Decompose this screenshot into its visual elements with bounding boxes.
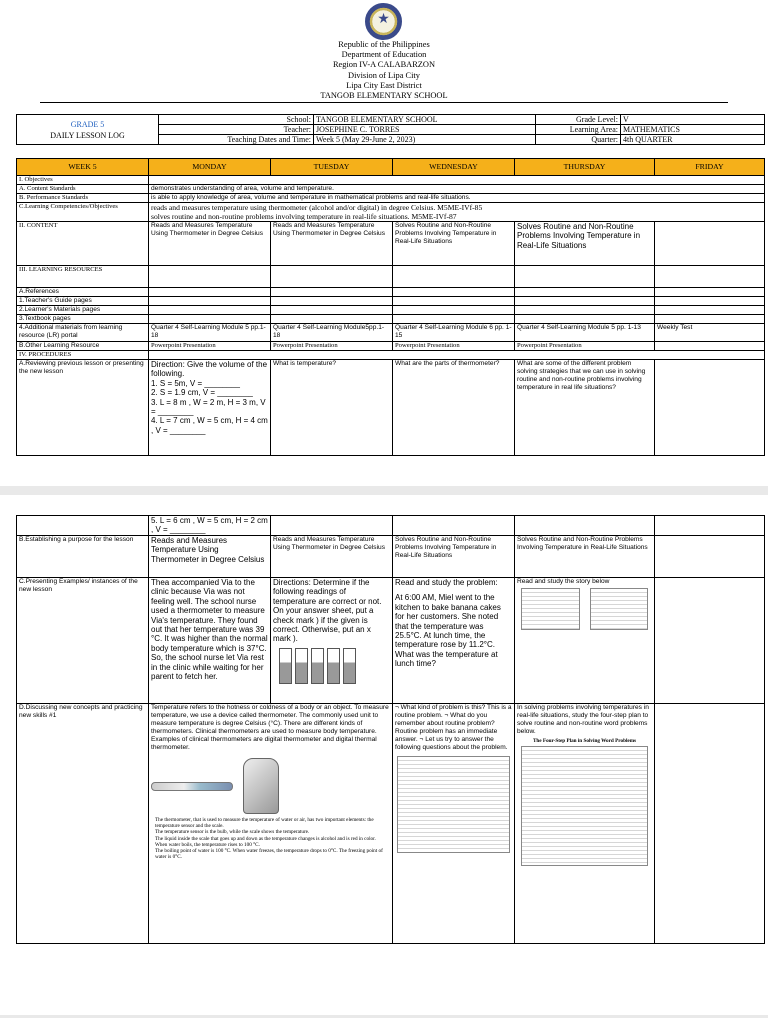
lr-thursday: Quarter 4 Self-Learning Module 5 pp. 1-13	[515, 324, 655, 342]
content-wednesday: Solves Routine and Non-Routine Problems Involving Temperature in Real-Life Situations	[393, 222, 515, 266]
row-other-resources: B.Other Learning Resource	[17, 342, 149, 351]
col-friday: FRIDAY	[655, 159, 765, 176]
col-monday: MONDAY	[149, 159, 271, 176]
performance-standards-text: is able to apply knowledge of area, volume and temperature in mathematical problems and real-life situations.	[149, 194, 765, 203]
row-references: A.References	[17, 288, 149, 297]
lr-tuesday: Quarter 4 Self-Learning Module5pp.1-18	[271, 324, 393, 342]
lr-monday: Quarter 4 Self-Learning Module 5 pp.1-18	[149, 324, 271, 342]
row-purpose: B.Establishing a purpose for the lesson	[17, 536, 149, 578]
review-line: Direction: Give the volume of the following.	[151, 360, 268, 379]
area-label: Learning Area:	[536, 125, 621, 135]
content-monday: Reads and Measures Temperature Using Thermometer in Degree Celsius	[149, 222, 271, 266]
info-table	[16, 114, 765, 145]
thermometer-icon	[279, 648, 292, 684]
row-learning-resources: III. LEARNING RESOURCES	[17, 266, 149, 288]
col-thursday: THURSDAY	[515, 159, 655, 176]
header-line: Region IV-A CALABARZON	[332, 60, 436, 70]
ppt-thursday: Powerpoint Presentation	[515, 342, 655, 351]
thermometer-icon	[343, 648, 356, 684]
grade-level-value: V	[621, 115, 765, 125]
competencies-text	[149, 203, 765, 222]
purpose-tuesday: Reads and Measures Temperature Using Thermometer in Degree Celsius	[271, 536, 393, 578]
story-text-image	[590, 588, 649, 630]
deped-seal-icon: ★	[365, 3, 402, 40]
thermometer-images	[151, 755, 390, 817]
discuss-thursday	[515, 704, 655, 944]
row-procedures: IV. PROCEDURES	[17, 351, 149, 360]
row-textbook: 3.Textbook pages	[17, 315, 149, 324]
review-thursday: What are some of the different problem solving strategies that we can use in solving routine and non-routine problems involving temperature in real life situations?	[515, 360, 655, 456]
present-tuesday-text: Directions: Determine if the following readings of temperature are correct or not. On your answer sheet, put a check mark ) if the given is correct. Otherwise, put an x mark ).	[273, 578, 382, 644]
bullet: When water boils, the temperature rises to 100 °C.	[155, 841, 260, 848]
header-line: Department of Education	[341, 50, 427, 60]
review-tuesday: What is temperature?	[271, 360, 393, 456]
purpose-wednesday: Solves Routine and Non-Routine Problems Involving Temperature in Real-Life Situations	[393, 536, 515, 578]
col-week: WEEK 5	[17, 159, 149, 176]
dll-label: DAILY LESSON LOG	[50, 130, 125, 140]
col-wednesday: WEDNESDAY	[393, 159, 515, 176]
discuss-text: Temperature refers to the hotness or coldness of a body or an object. To measure temperature, we use a device called thermometer. The commonly used unit to measure temperature is degree Celsius (°C). There are different kinds of thermometers. Clinical thermometers are used to measure body temperature. Examples of clinical thermometers are digital thermometer and digital thermal thermometer.	[151, 704, 389, 751]
discuss-wed-text: ¬ What kind of problem is this? This is a routine problem. ¬ What do you remember about routine problem? Routine problem has an immediate answer. ¬ Let us try to answer the following questions about the problem.	[395, 704, 512, 751]
teacher-value: JOSEPHINE C. TORRES	[314, 125, 536, 135]
quarter-label: Quarter:	[536, 135, 621, 145]
ppt-wednesday: Powerpoint Presentation	[393, 342, 515, 351]
present-wed-line: Read and study the problem:	[395, 578, 498, 587]
discuss-wednesday	[393, 704, 515, 944]
review-line: 1. S = 5m, V = ________	[151, 378, 240, 388]
discuss-mon-tue	[149, 704, 393, 944]
review-line: 4. L = 7 cm , W = 5 cm, H = 4 cm , V = ________	[151, 416, 268, 435]
col-tuesday: TUESDAY	[271, 159, 393, 176]
review-monday	[149, 360, 271, 456]
row-content: II. CONTENT	[17, 222, 149, 266]
teacher-label: Teacher:	[159, 125, 314, 135]
row-review: A.Reviewing previous lesson or presenting the new lesson	[17, 360, 149, 456]
present-tuesday	[271, 578, 393, 704]
present-monday: Thea accompanied Via to the clinic because Via was not feeling well. The school nurse used a thermometer to measure Via's temperature. They found out that her temperature was 39 °C. It was higher than the normal body temperature which is 37°C. So, the school nurse let Via rest in the clinic while waiting for her parent to fetch her.	[149, 578, 271, 704]
story-image	[521, 588, 580, 630]
discuss-thu-text: In solving problems involving temperatures in real-life situations, study the four-step plan to solve routine and non-routine word problems below.	[517, 704, 649, 735]
thermal-gun-icon	[243, 758, 279, 814]
review-line: 2. S = 1.9 cm, V = ________	[151, 388, 253, 398]
ppt-tuesday: Powerpoint Presentation	[271, 342, 393, 351]
school-value: TANGOB ELEMENTARY SCHOOL	[314, 115, 536, 125]
content-thursday: Solves Routine and Non-Routine Problems Involving Temperature in Real-Life Situations	[515, 222, 655, 266]
competency-2: solves routine and non-routine problems involving temperature in real-life situations. M5ME-IVf-87	[151, 212, 457, 221]
page-3	[0, 1018, 768, 1024]
dll-table-page1	[16, 158, 765, 456]
present-thursday	[515, 578, 655, 704]
grade-label: GRADE 5	[70, 119, 105, 129]
present-thursday-text: Read and study the story below	[517, 578, 610, 585]
grade-cell	[17, 115, 159, 145]
row-discussing: D.Discussing new concepts and practicing new skills #1	[17, 704, 149, 944]
header-line: TANGOB ELEMENTARY SCHOOL	[320, 91, 448, 101]
dll-table-page2	[16, 515, 765, 944]
purpose-monday: Reads and Measures Temperature Using Thermometer in Degree Celsius	[149, 536, 271, 578]
digital-thermometer-icon	[151, 782, 233, 791]
bullet: The liquid inside the scale that goes up and down as the temperature changes is alcohol and is red in color.	[155, 835, 376, 842]
thermometer-icon	[327, 648, 340, 684]
header-line: Republic of the Philippines	[338, 40, 430, 49]
page-2	[0, 495, 768, 1015]
row-content-standards: A. Content Standards	[17, 185, 149, 194]
dates-label: Teaching Dates and Time:	[159, 135, 314, 145]
review-monday-continued: 5. L = 6 cm , W = 5 cm, H = 2 cm , V = ________	[149, 516, 271, 536]
page-1	[0, 0, 768, 486]
row-performance-standards: B. Performance Standards	[17, 194, 149, 203]
header-divider	[40, 102, 728, 103]
grade-level-label: Grade Level:	[536, 115, 621, 125]
lr-wednesday: Quarter 4 Self-Learning Module 6 pp. 1-15	[393, 324, 515, 342]
bullet: The thermometer, that is used to measure the temperature of water or air, has two important elements: the temperature sensor and the scale.	[155, 817, 374, 830]
letterhead	[0, 40, 768, 101]
header-line: Division of Lipa City	[348, 70, 420, 80]
header-line: Lipa City East District	[346, 80, 422, 90]
lr-friday: Weekly Test	[655, 324, 765, 342]
bullet: The temperature sensor is the bulb, while the scale shows the temperature.	[155, 829, 310, 836]
problem-table-image	[397, 756, 510, 853]
present-wed-line: At 6:00 AM, Miel went to the kitchen to bake banana cakes for her customers. She noted that the temperature was 25.5°C. At lunch time, the temperature rose by 11.2°C. What was the temperature at lunch time?	[395, 593, 501, 669]
row-lr-portal: 4.Additional materials from learning resource (LR) portal	[17, 324, 149, 342]
discuss-bullets	[151, 817, 390, 860]
row-presenting: C.Presenting Examples/ instances of the new lesson	[17, 578, 149, 704]
content-tuesday: Reads and Measures Temperature Using Thermometer in Degree Celsius	[271, 222, 393, 266]
competency-1: reads and measures temperature using thermometer (alcohol and/or digital) in degree Celsius. M5ME-IVf-85	[151, 203, 483, 212]
thermometer-icon	[295, 648, 308, 684]
purpose-thursday: Solves Routine and Non-Routine Problems Involving Temperature in Real-Life Situations	[515, 536, 655, 578]
ppt-monday: Powerpoint Presentation	[149, 342, 271, 351]
row-competencies: C.Learning Competencies/Objectives	[17, 203, 149, 222]
row-learners-materials: 2.Learner's Materials pages	[17, 306, 149, 315]
review-line: 3. L = 8 m , W = 2 m, H = 3 m, V = ________	[151, 397, 266, 417]
area-value: MATHEMATICS	[621, 125, 765, 135]
fourstep-title: The Four-Step Plan in Solving Word Problems	[532, 738, 637, 744]
present-wednesday	[393, 578, 515, 704]
bullet: The boiling point of water is 100 °C. When water freezes, the temperature drops to 0°C. The freezing point of water is 0°C.	[155, 848, 383, 861]
content-standards-text: demonstrates understanding of area, volume and temperature.	[149, 185, 765, 194]
thermometer-readings	[279, 648, 390, 684]
row-objectives: I. Objectives	[17, 176, 149, 185]
school-label: School:	[159, 115, 314, 125]
fourstep-image	[521, 746, 648, 866]
row-teachers-guide: 1.Teacher's Guide pages	[17, 297, 149, 306]
dates-value: Week 5 (May 29-June 2, 2023)	[314, 135, 536, 145]
quarter-value: 4th QUARTER	[621, 135, 765, 145]
review-wednesday: What are the parts of thermometer?	[393, 360, 515, 456]
thermometer-icon	[311, 648, 324, 684]
